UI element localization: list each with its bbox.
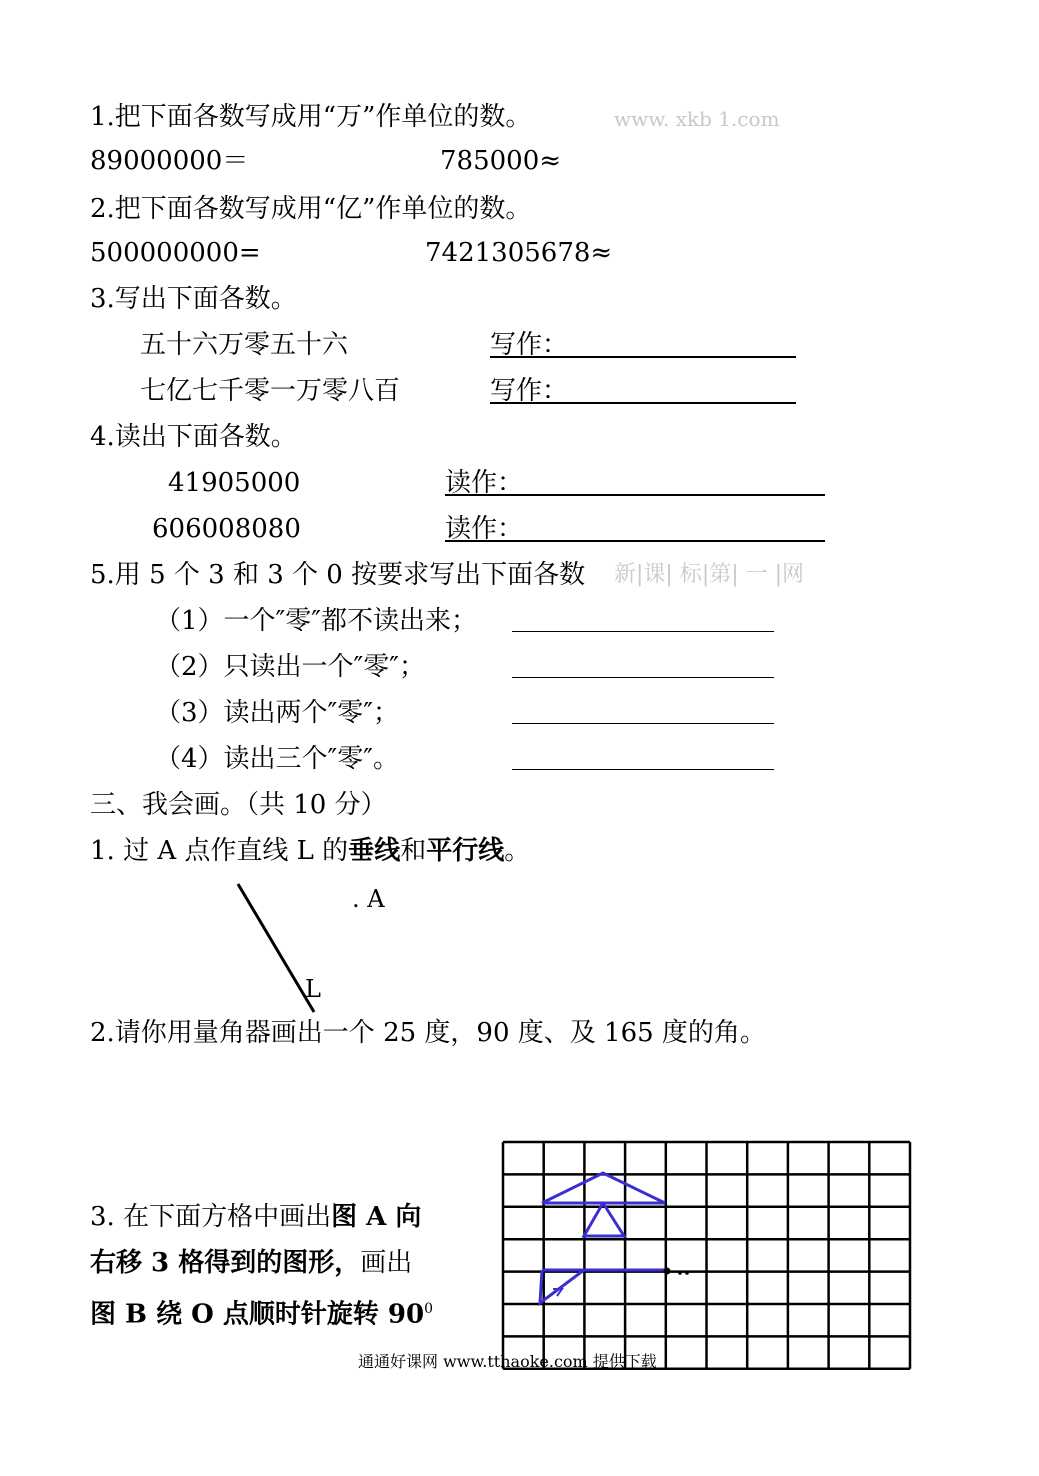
q3-item-1-text: 五十六万零五十六 xyxy=(140,330,349,360)
section3-p2: 2.请你用量角器画出一个 25 度，90 度、及 165 度的角。 xyxy=(90,1018,766,1048)
section3-p3-pre: 3. 在下面方格中画出 xyxy=(90,1202,332,1232)
square-grid[interactable] xyxy=(503,1142,910,1369)
q3-item-2-text: 七亿七千零一万零八百 xyxy=(140,376,401,406)
line-l-label: L xyxy=(305,975,321,1003)
q2-item-a: 500000000= xyxy=(90,238,261,268)
section3-p3-line3 xyxy=(90,1292,433,1332)
q3-item-1-label: 写作： xyxy=(490,330,569,360)
q2-title: 2.把下面各数写成用“亿”作单位的数。 xyxy=(90,194,532,224)
figure-a-roof xyxy=(542,1173,665,1203)
point-o-mark-1 xyxy=(678,1271,682,1275)
q3-title: 3.写出下面各数。 xyxy=(90,284,297,314)
q5-item-2: （2）只读出一个″零″； xyxy=(155,652,425,682)
section3-p3-line2 xyxy=(90,1246,412,1280)
watermark-xkb: www. xkb 1.com xyxy=(614,107,780,131)
section3-title: 三、我会画。（共 10 分） xyxy=(90,790,387,820)
q5-item-1: （1）一个″零″都不读出来； xyxy=(155,606,477,636)
q4-item-1-label: 读作： xyxy=(445,468,524,498)
section3-p3-line3-text: 图 B 绕 O 点顺时针旋转 90 xyxy=(90,1299,425,1330)
point-a-label: . A xyxy=(352,885,385,913)
section3-p1-mid: 和 xyxy=(400,836,427,866)
watermark-xkb1: 新|课| 标|第| 一 |网 xyxy=(614,562,805,587)
q4-item-1-text: 41905000 xyxy=(168,468,301,498)
section3-p1-pre: 1. 过 A 点作直线 L 的 xyxy=(90,836,349,866)
q1-title: 1.把下面各数写成用“万”作单位的数。 xyxy=(90,102,532,132)
section3-p1-end: 。 xyxy=(504,836,531,866)
section3-p3-line2-text: 右移 3 格得到的图形， xyxy=(90,1248,361,1278)
point-o xyxy=(664,1268,671,1275)
q3-item-2-label: 写作： xyxy=(490,376,569,406)
degree-mark: 0 xyxy=(424,1301,433,1317)
q5-item-4: （4）读出三个″零″。 xyxy=(155,744,399,774)
q4-item-2-label: 读作： xyxy=(445,514,524,544)
q5-item-3: （3）读出两个″零″； xyxy=(155,698,399,728)
section3-p1-perpendicular: 垂线 xyxy=(348,836,401,866)
section3-p3-line1 xyxy=(90,1200,421,1234)
q2-item-b: 7421305678≈ xyxy=(425,238,613,268)
point-o-mark-2 xyxy=(685,1271,689,1275)
footer-source: 通通好课网 www.tthaoke.com 提供下载 xyxy=(358,1352,657,1371)
q4-item-2-text: 606008080 xyxy=(152,514,301,544)
q1-item-b: 785000≈ xyxy=(440,146,562,176)
q1-item-a: 89000000＝ xyxy=(90,146,249,176)
line-l xyxy=(238,884,314,1012)
q4-title: 4.读出下面各数。 xyxy=(90,422,297,452)
figure-b-triangle xyxy=(540,1270,584,1303)
section3-p1-parallel: 平行线 xyxy=(426,836,505,866)
section3-p3-figure-a: 图 A 向 xyxy=(331,1202,422,1232)
section3-p3-line2-tail: 画出 xyxy=(360,1248,413,1278)
q5-title: 5.用 5 个 3 和 3 个 0 按要求写出下面各数 xyxy=(90,560,586,590)
